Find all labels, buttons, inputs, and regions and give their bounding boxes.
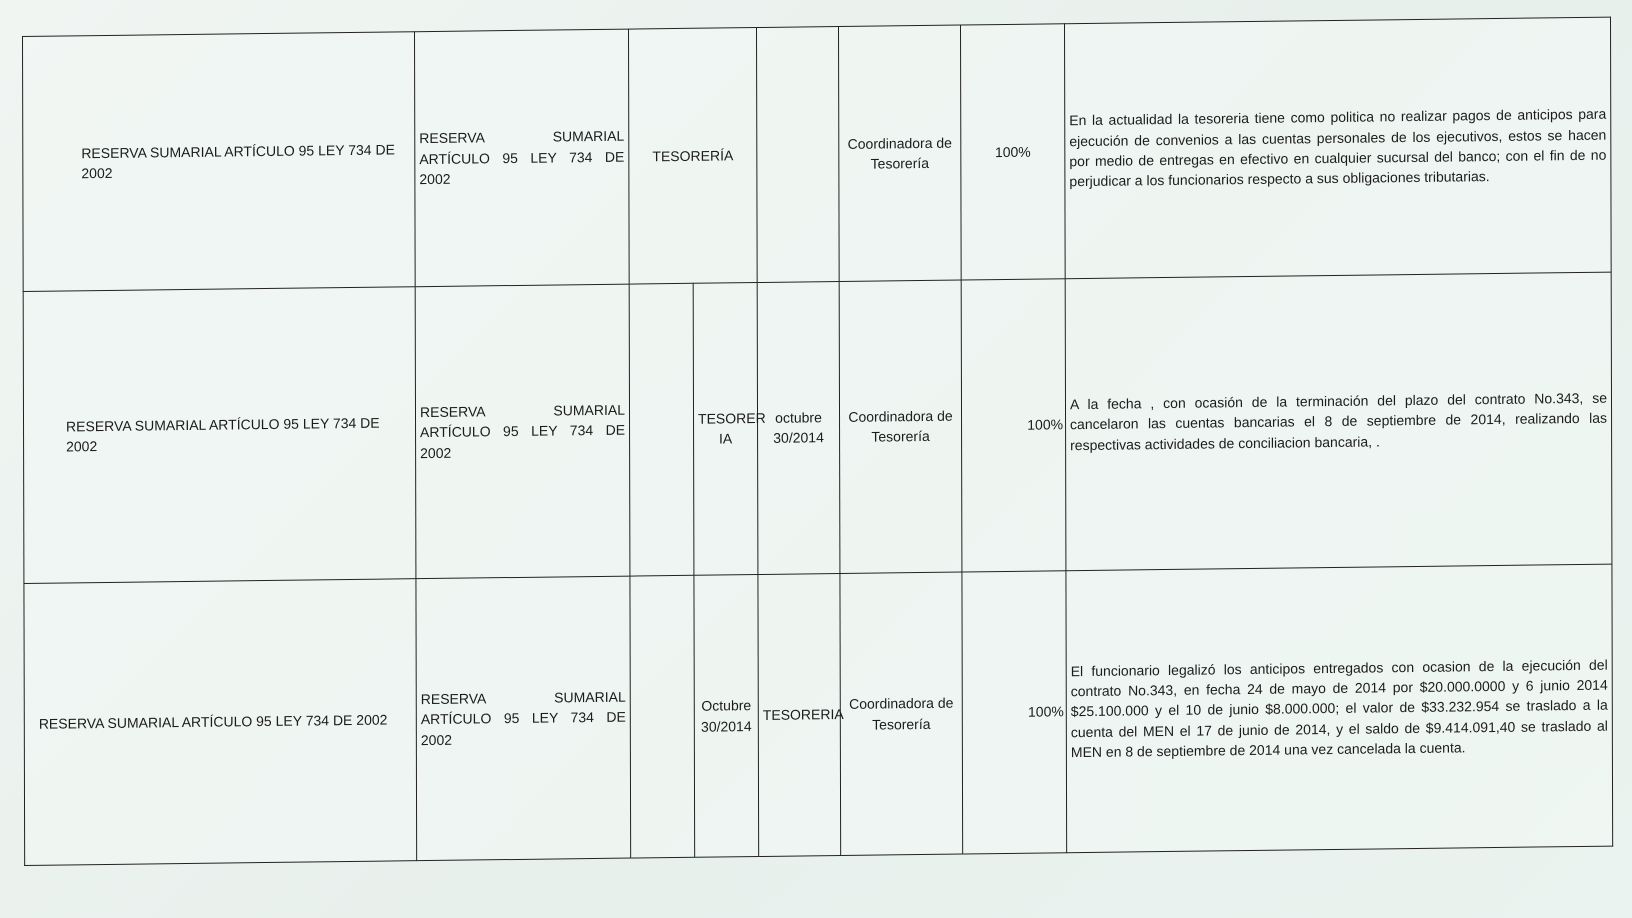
observacion-text: El funcionario legalizó los anticipos entregados con ocasion de la ejecución del contrato No.343, en fecha 24 de mayo de 2014 por $20.000.0000 y 6 junio 2014 $25.100.000 y el 10 de junio $8.000.000; el valor de $33.232.954 se traslado a la cuenta del MEN el 17 de junio de 2014, y el saldo de $9.414.091,40 se traslado al MEN en 8 de septiembre de 2014 una vez cancelada la cuenta. bbox=[1070, 656, 1608, 761]
avance-text: 100% bbox=[994, 143, 1031, 160]
fecha-cell bbox=[756, 27, 839, 283]
reserva-text: RESERVA SUMARIAL ARTÍCULO 95 LEY 734 DE 2002 bbox=[38, 712, 388, 733]
table-row bbox=[23, 272, 1612, 584]
responsable-cell bbox=[840, 572, 963, 855]
fecha-text: Octubre 30/2014 bbox=[700, 697, 752, 735]
reserva-cell bbox=[23, 286, 416, 583]
empty-cell bbox=[629, 283, 694, 576]
table-row bbox=[24, 564, 1613, 865]
dependencia-cell bbox=[628, 28, 757, 284]
avance-cell bbox=[962, 571, 1067, 854]
observacion-text: A la fecha , con ocasión de la terminación del plazo del contrato No.343, se cancelaron las cuentas bancarias el 8 de septiembre de 2014, realizando las respectivas actividades de conciliacion bancaria, . bbox=[1069, 389, 1608, 453]
observacion-cell bbox=[1064, 17, 1611, 278]
document-sheet bbox=[22, 17, 1612, 866]
reserva-detalle-text: RESERVA SUMARIAL ARTÍCULO 95 LEY 734 DE 2002 bbox=[419, 401, 626, 461]
reserva-detalle-cell bbox=[416, 576, 631, 860]
empty-cell bbox=[630, 576, 695, 859]
report-table bbox=[22, 17, 1613, 866]
reserva-cell bbox=[23, 32, 416, 291]
dependencia-cell bbox=[758, 574, 844, 857]
responsable-cell bbox=[838, 25, 961, 281]
fecha-text: octubre 30/2014 bbox=[773, 409, 824, 447]
avance-cell bbox=[960, 24, 1065, 280]
responsable-text: Coordinadora de Tesorería bbox=[848, 407, 953, 446]
dependencia-cell bbox=[693, 282, 766, 575]
reserva-detalle-cell bbox=[414, 29, 629, 286]
avance-cell bbox=[961, 278, 1066, 572]
fecha-cell bbox=[694, 575, 759, 858]
observacion-cell bbox=[1066, 564, 1613, 852]
dependencia-text: TESORERÍA bbox=[652, 146, 734, 164]
reserva-detalle-text: RESERVA SUMARIAL ARTÍCULO 95 LEY 734 DE 2002 bbox=[420, 688, 626, 748]
fecha-cell bbox=[757, 281, 840, 575]
observacion-cell bbox=[1065, 272, 1612, 571]
reserva-text: RESERVA SUMARIAL ARTÍCULO 95 LEY 734 DE 2002 bbox=[81, 140, 395, 182]
dependencia-text: TESORERIA bbox=[762, 706, 844, 724]
responsable-text: Coordinadora de Tesorería bbox=[847, 134, 952, 172]
table-row bbox=[23, 17, 1612, 291]
observacion-text: En la actualidad la tesoreria tiene como politica no realizar pagos de anticipos para ejecución de convenios a las cuentas personales de los ejecutivos, estos se hacen por medio de entregas en efectivo en cualquier sucursal del banco; con el fin de no perjudicar a los funcionarios respecto a sus obligaciones tributarias. bbox=[1069, 105, 1607, 190]
reserva-detalle-text: RESERVA SUMARIAL ARTÍCULO 95 LEY 734 DE 2002 bbox=[419, 128, 625, 188]
responsable-cell bbox=[839, 280, 962, 574]
responsable-text: Coordinadora de Tesorería bbox=[849, 694, 954, 733]
reserva-cell bbox=[24, 579, 417, 866]
avance-text: 100% bbox=[1027, 416, 1064, 434]
dependencia-text: TESORER IA bbox=[698, 410, 766, 447]
reserva-detalle-cell bbox=[415, 284, 630, 579]
avance-text: 100% bbox=[1027, 703, 1064, 721]
reserva-text: RESERVA SUMARIAL ARTÍCULO 95 LEY 734 DE 2002 bbox=[66, 414, 380, 455]
